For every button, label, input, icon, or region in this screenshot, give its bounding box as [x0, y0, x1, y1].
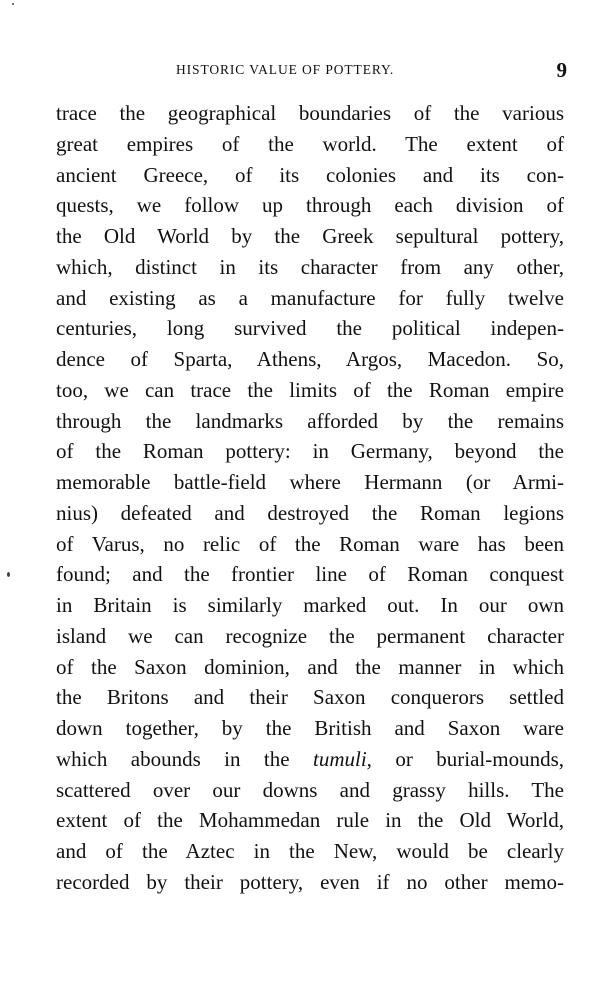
text-line: in Britain is similarly marked out. In our own [56, 593, 564, 617]
text-line: of Varus, no relic of the Roman ware has been [56, 531, 564, 556]
text-line: the Britons and their Saxon conquerors settled [56, 685, 564, 710]
text-line: recorded by their pottery, even if no other memo- [56, 869, 564, 894]
text-line: trace the geographical boundaries of the various [56, 101, 564, 125]
text-line: memorable battle-field where Hermann (or Armi- [56, 470, 564, 494]
italic-term: tumuli, [313, 746, 372, 771]
text-line: ancient Greece, of its colonies and its con- [56, 162, 564, 187]
text-line: of the Roman pottery: in Germany, beyond the [56, 439, 564, 464]
line-segment: or burial-mounds, [395, 746, 564, 771]
running-head [56, 58, 567, 82]
text-line: which, distinct in its character from any other, [56, 254, 564, 279]
text-line: extent of the Mohammedan rule in the Old World, [56, 808, 564, 833]
text-line: down together, by the British and Saxon ware [56, 716, 564, 740]
text-line: centuries, long survived the political indepen- [56, 316, 564, 341]
line-segment: which abounds in the [56, 746, 290, 771]
text-line: island we can recognize the permanent character [56, 623, 564, 648]
body-text [56, 98, 564, 898]
running-title: HISTORIC VALUE OF POTTERY. [176, 62, 395, 77]
scan-speck [7, 572, 10, 577]
text-line-with-italic [56, 744, 564, 775]
text-line: dence of Sparta, Athens, Argos, Macedon. So, [56, 347, 564, 371]
text-line: found; and the frontier line of Roman conquest [56, 562, 564, 587]
scan-speck [12, 3, 14, 5]
text-line: the Old World by the Greek sepultural pottery, [56, 224, 564, 248]
text-line: quests, we follow up through each division of [56, 193, 564, 218]
text-line: and existing as a manufacture for fully twelve [56, 285, 564, 310]
text-line: and of the Aztec in the New, would be clearly [56, 839, 564, 863]
text-line: great empires of the world. The extent of [56, 131, 564, 156]
text-line: scattered over our downs and grassy hills. The [56, 777, 564, 802]
text-line: through the landmarks afforded by the remains [56, 408, 564, 433]
text-line: of the Saxon dominion, and the manner in which [56, 654, 564, 679]
text-line: nius) defeated and destroyed the Roman legions [56, 500, 564, 525]
page-number: 9 [556, 58, 567, 82]
text-line: too, we can trace the limits of the Roman empire [56, 377, 564, 402]
